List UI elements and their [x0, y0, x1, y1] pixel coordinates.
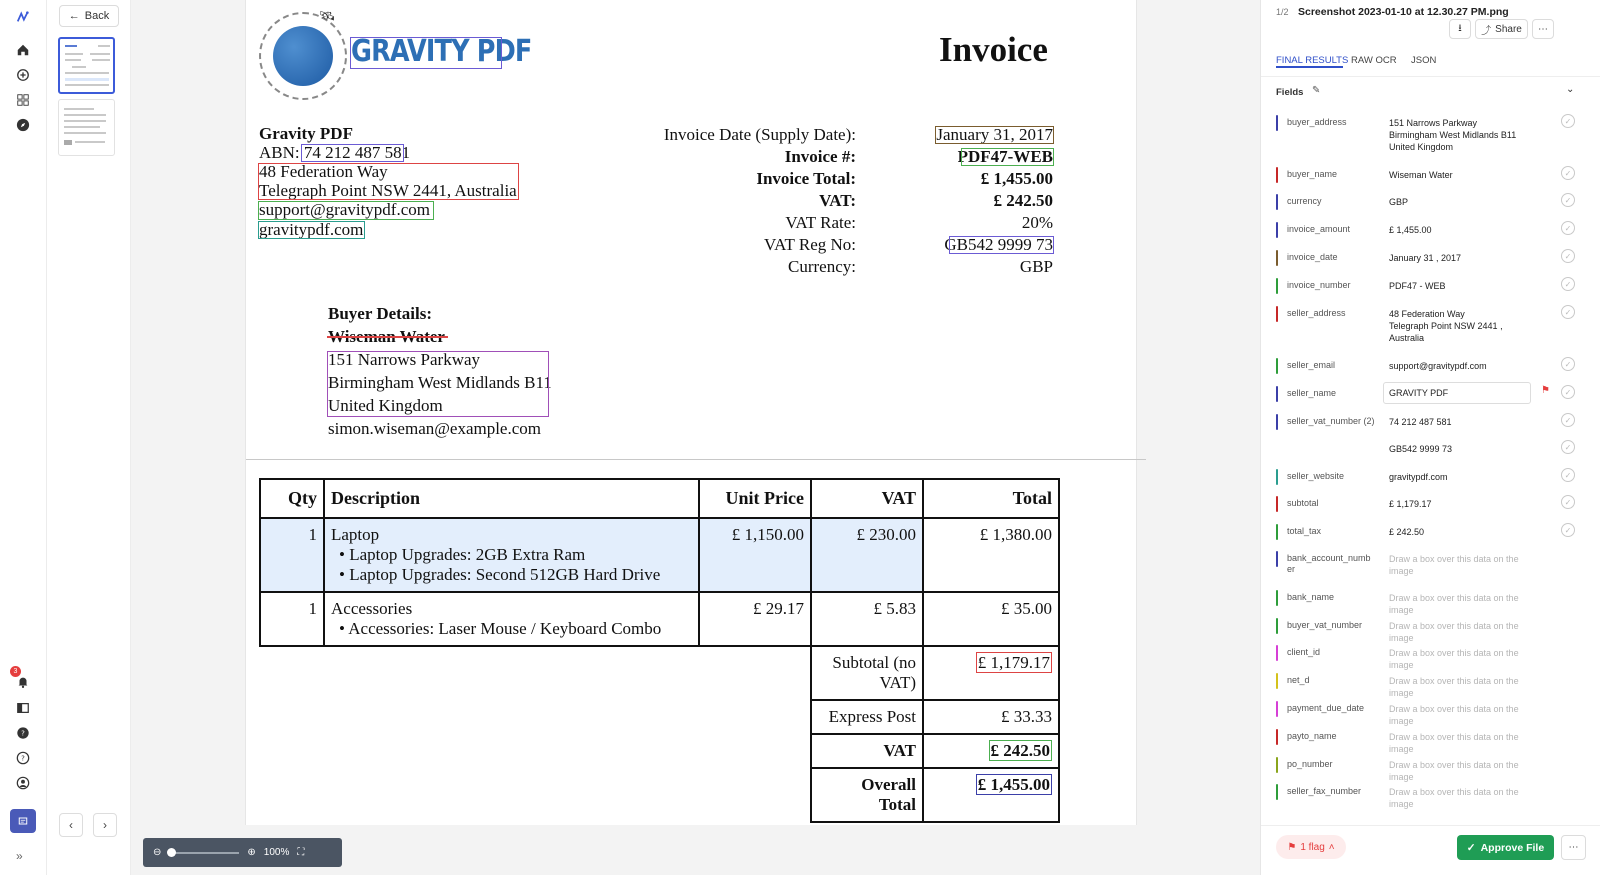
field-name: seller_email [1287, 360, 1336, 370]
field-value[interactable]: support@gravitypdf.com [1389, 361, 1487, 371]
field-color-marker [1276, 414, 1278, 430]
cell-unit-price: £ 1,150.00 [699, 518, 811, 592]
approve-file-button[interactable]: ✓ Approve File [1457, 835, 1554, 860]
approve-check-icon[interactable]: ✓ [1561, 193, 1575, 207]
field-color-marker [1276, 757, 1278, 773]
ocr-box-subtotal[interactable]: £ 1,179.17 [977, 653, 1050, 672]
meta-value-invoice-number: PDF47-WEB [957, 147, 1053, 166]
field-color-marker [1276, 551, 1278, 567]
buyer-address-line3: United Kingdom [328, 396, 443, 415]
workspace-icon[interactable] [10, 809, 36, 833]
col-vat: VAT [811, 479, 923, 518]
download-button[interactable] [1449, 19, 1471, 39]
field-value[interactable]: GB542 9999 73 [1389, 444, 1453, 454]
footer-more-button[interactable] [1561, 835, 1586, 860]
ocr-box-seller-address[interactable] [258, 163, 519, 200]
approve-check-icon[interactable]: ✓ [1561, 413, 1575, 427]
svg-text:?: ? [21, 729, 25, 738]
field-value[interactable]: Draw a box over this data on the image [1389, 676, 1519, 698]
field-color-marker [1276, 524, 1278, 540]
field-color-marker [1276, 386, 1278, 402]
seller-email: support@gravitypdf.com [259, 200, 430, 219]
field-name: seller_vat_number (2) [1287, 416, 1375, 426]
flags-toggle-button[interactable]: ⚑ 1 flag ˄ [1276, 835, 1346, 859]
approve-check-icon[interactable]: ✓ [1561, 277, 1575, 291]
apps-icon[interactable] [12, 89, 34, 111]
field-color-marker [1276, 729, 1278, 745]
field-name: payment_due_date [1287, 703, 1365, 713]
seller-address-line1: 48 Federation Way [259, 162, 388, 181]
field-value[interactable]: Draw a box over this data on the image [1389, 787, 1519, 809]
help-bubble-icon[interactable] [12, 722, 34, 744]
left-rail [0, 0, 47, 875]
book-icon[interactable] [12, 697, 34, 719]
field-name: subtotal [1287, 498, 1319, 508]
cell-unit-price: £ 29.17 [699, 592, 811, 646]
field-value[interactable]: GRAVITY PDF [1383, 382, 1531, 404]
back-button[interactable]: ← Back [59, 5, 119, 27]
share-icon: ⤴ [1481, 25, 1492, 37]
field-value[interactable]: Draw a box over this data on the image [1389, 593, 1519, 615]
meta-value-invoice-total: £ 1,455.00 [980, 169, 1053, 188]
chevron-down-icon[interactable]: ⌄ [1566, 84, 1575, 95]
approve-check-icon[interactable]: ✓ [1561, 468, 1575, 482]
approve-check-icon[interactable]: ✓ [1561, 305, 1575, 319]
approve-check-icon[interactable]: ✓ [1561, 385, 1575, 399]
flag-icon: ⚑ [1287, 841, 1297, 853]
page-thumbnail-1[interactable] [58, 37, 115, 94]
field-value[interactable]: 74 212 487 581 [1389, 417, 1452, 427]
download-icon: ⭳ [1458, 22, 1462, 34]
cell-qty: 1 [260, 592, 324, 646]
globe-logo-icon [259, 12, 347, 100]
logo-wordmark: GRAVITY PDF [351, 34, 532, 69]
field-color-marker [1276, 618, 1278, 634]
meta-label-invoice-total: Invoice Total: [756, 169, 856, 188]
ocr-box-buyer-name[interactable] [327, 336, 448, 338]
field-color-marker [1276, 496, 1278, 512]
field-name: net_d [1287, 675, 1310, 685]
svg-text:?: ? [21, 754, 25, 763]
col-qty: Qty [260, 479, 324, 518]
approve-check-icon[interactable]: ✓ [1561, 114, 1575, 128]
home-icon[interactable] [12, 39, 34, 61]
field-color-marker [1276, 278, 1278, 294]
field-name: buyer_address [1287, 117, 1347, 127]
table-header-row [260, 479, 1059, 518]
field-color-marker [1276, 306, 1278, 322]
seller-website: gravitypdf.com [259, 220, 364, 239]
field-color-marker [1276, 358, 1278, 374]
approve-check-icon[interactable]: ✓ [1561, 357, 1575, 371]
approve-check-icon[interactable]: ✓ [1561, 523, 1575, 537]
field-name: total_tax [1287, 526, 1322, 536]
buyer-address-line1: 151 Narrows Parkway [328, 350, 481, 369]
tabs-divider [1261, 76, 1600, 77]
field-name: invoice_amount [1287, 224, 1351, 234]
ocr-box-abn[interactable] [301, 144, 404, 162]
summary-row-shipping: Express Post £ 33.33 [260, 700, 1059, 734]
flag-icon[interactable]: ⚑ [1541, 385, 1550, 396]
buyer-email: simon.wiseman@example.com [328, 419, 541, 438]
chevron-right-icon: › [103, 818, 107, 832]
field-name: buyer_vat_number [1287, 620, 1363, 630]
meta-value-vat-rate: 20% [1021, 213, 1053, 232]
ocr-box-seller-email[interactable] [258, 201, 434, 220]
field-color-marker [1276, 167, 1278, 183]
field-name: bank_name [1287, 592, 1335, 602]
compass-icon[interactable] [12, 114, 34, 136]
app-logo-icon[interactable] [12, 6, 34, 28]
meta-value-currency: GBP [1019, 257, 1053, 276]
next-page-button[interactable] [93, 813, 117, 837]
field-value[interactable]: Wiseman Water [1389, 170, 1453, 180]
field-name: invoice_number [1287, 280, 1351, 290]
tab-final-results[interactable]: FINAL RESULTS [1276, 55, 1349, 66]
field-color-marker [1276, 673, 1278, 689]
add-circle-icon[interactable] [12, 64, 34, 86]
field-name: client_id [1287, 647, 1321, 657]
field-name: currency [1287, 196, 1322, 206]
page-thumbnail-2[interactable] [58, 99, 115, 156]
summary-row-overall-total: Overall Total £ 1,455.00 [260, 768, 1059, 822]
buyer-heading: Buyer Details: [328, 304, 433, 323]
cell-vat: £ 5.83 [811, 592, 923, 646]
field-value[interactable]: Draw a box over this data on the image [1389, 704, 1519, 726]
edit-pencil-icon[interactable]: ✎ [1312, 85, 1321, 96]
field-value[interactable]: Draw a box over this data on the image [1389, 554, 1519, 576]
ocr-box-total-tax[interactable]: £ 242.50 [990, 741, 1050, 760]
notification-count-badge: 3 [10, 666, 21, 677]
field-name: payto_name [1287, 731, 1337, 741]
document-canvas[interactable] [131, 0, 1260, 875]
field-color-marker [1276, 645, 1278, 661]
expand-rail-icon[interactable]: » [16, 849, 23, 863]
cell-total: £ 1,380.00 [923, 518, 1059, 592]
ellipsis-icon: ⋯ [1538, 23, 1548, 35]
page-thumbnails [47, 0, 131, 875]
more-options-button[interactable] [1532, 19, 1554, 39]
meta-label-vat-reg: VAT Reg No: [764, 235, 856, 254]
approve-check-icon[interactable]: ✓ [1561, 440, 1575, 454]
buyer-name: Wiseman Water [328, 327, 445, 346]
field-name: invoice_date [1287, 252, 1338, 262]
field-value[interactable]: £ 242.50 [1389, 527, 1425, 537]
field-color-marker [1276, 250, 1278, 266]
field-name: seller_name [1287, 388, 1337, 398]
meta-label-invoice-date: Invoice Date (Supply Date): [663, 125, 856, 144]
cell-total: £ 35.00 [923, 592, 1059, 646]
active-tab-indicator [1276, 66, 1343, 68]
field-name: po_number [1287, 759, 1333, 769]
meta-value-invoice-date: January 31, 2017 [936, 125, 1053, 144]
cell-vat: £ 230.00 [811, 518, 923, 592]
field-name: seller_website [1287, 471, 1345, 481]
approve-check-icon[interactable]: ✓ [1561, 495, 1575, 509]
approve-check-icon[interactable]: ✓ [1561, 249, 1575, 263]
field-value[interactable]: £ 1,455.00 [1389, 225, 1432, 235]
meta-label-vat-rate: VAT Rate: [785, 213, 856, 232]
buyer-address-line2: Birmingham West Midlands B11 [328, 373, 552, 392]
meta-value-vat-reg: GB542 9999 73 [944, 235, 1053, 254]
field-value[interactable]: Draw a box over this data on the image [1389, 621, 1519, 643]
file-name: Screenshot 2023-01-10 at 12.30.27 PM.png [1298, 6, 1509, 18]
field-value[interactable]: gravitypdf.com [1389, 472, 1448, 482]
field-name: seller_fax_number [1287, 786, 1362, 796]
field-color-marker [1276, 590, 1278, 606]
zoom-toolbar [143, 838, 342, 867]
ocr-box-invoice-date[interactable] [935, 126, 1054, 144]
field-name: buyer_name [1287, 169, 1338, 179]
page-divider [246, 459, 1146, 460]
ocr-box-buyer-address[interactable] [327, 351, 549, 417]
footer-divider [1261, 825, 1600, 826]
field-value[interactable]: January 31 , 2017 [1389, 253, 1462, 263]
table-row [260, 518, 1059, 592]
meta-label-invoice-number: Invoice #: [784, 147, 856, 166]
cell-description: Accessories • Accessories: Laser Mouse / Keyboard Combo [324, 592, 699, 646]
arrow-left-icon: ← [68, 10, 80, 22]
field-name: bank_account_number [1287, 553, 1371, 574]
field-color-marker [1276, 194, 1278, 210]
satellite-icon: 🛰 [319, 8, 336, 23]
ocr-box-invoice-number[interactable] [961, 148, 1054, 166]
meta-label-currency: Currency: [788, 257, 856, 276]
zoom-in-icon[interactable]: ⊕ [247, 847, 256, 858]
ocr-box-invoice-amount[interactable]: £ 1,455.00 [977, 775, 1050, 794]
ocr-box-seller-name[interactable] [350, 37, 502, 69]
invoice-title: Invoice [939, 30, 1048, 69]
cell-qty: 1 [260, 518, 324, 592]
page-counter: 1/2 [1276, 7, 1289, 17]
meta-label-vat: VAT: [819, 191, 856, 210]
approve-check-icon[interactable]: ✓ [1561, 221, 1575, 235]
field-value[interactable]: 48 Federation Way Telegraph Point NSW 2441 , Australia [1389, 309, 1503, 343]
fit-screen-icon[interactable]: ⛶ [297, 847, 305, 858]
fields-label: Fields [1276, 87, 1304, 98]
zoom-level: 100% [263, 847, 290, 858]
zoom-slider[interactable] [169, 852, 239, 854]
meta-value-vat: £ 242.50 [993, 191, 1053, 210]
cell-description: Laptop • Laptop Upgrades: 2GB Extra Ram • Laptop Upgrades: Second 512GB Hard Drive [324, 518, 699, 592]
col-description: Description [324, 479, 699, 518]
field-value[interactable]: PDF47 - WEB [1389, 281, 1446, 291]
summary-row-vat: VAT £ 242.50 [260, 734, 1059, 768]
field-color-marker [1276, 469, 1278, 485]
tab-raw-ocr[interactable]: RAW OCR [1351, 55, 1397, 66]
field-value[interactable]: GBP [1389, 197, 1409, 207]
ocr-box-vat-reg[interactable] [949, 236, 1054, 254]
line-items-table [259, 478, 1060, 823]
seller-abn: ABN: 74 212 487 581 [259, 143, 411, 162]
field-value[interactable]: Draw a box over this data on the image [1389, 732, 1519, 754]
col-total: Total [923, 479, 1059, 518]
field-value[interactable]: £ 1,179.17 [1389, 499, 1432, 509]
share-button[interactable]: ⤴ Share [1475, 19, 1528, 39]
previous-page-button[interactable] [59, 813, 83, 837]
ocr-box-seller-website[interactable] [258, 221, 365, 239]
ellipsis-icon: ⋯ [1568, 842, 1579, 853]
account-icon[interactable] [12, 772, 34, 794]
checkmark-icon: ✓ [1466, 841, 1476, 854]
invoice-document [245, 0, 1137, 825]
field-color-marker [1276, 701, 1278, 717]
summary-row-subtotal: Subtotal (no VAT) £ 1,179.17 [260, 646, 1059, 700]
field-color-marker [1276, 222, 1278, 238]
zoom-out-icon[interactable]: ⊖ [153, 847, 162, 858]
chevron-up-icon: ˄ [1328, 841, 1335, 853]
table-row [260, 592, 1059, 646]
field-value[interactable]: Draw a box over this data on the image [1389, 760, 1519, 782]
field-name: seller_address [1287, 308, 1346, 318]
field-color-marker [1276, 115, 1278, 131]
field-color-marker [1276, 784, 1278, 800]
approve-check-icon[interactable]: ✓ [1561, 166, 1575, 180]
field-value[interactable]: Draw a box over this data on the image [1389, 648, 1519, 670]
col-unit-price: Unit Price [699, 479, 811, 518]
results-panel [1260, 0, 1600, 875]
field-value[interactable]: 151 Narrows Parkway Birmingham West Midlands B11 United Kingdom [1389, 118, 1517, 152]
tab-json[interactable]: JSON [1411, 55, 1437, 66]
chevron-left-icon: ‹ [69, 818, 73, 832]
question-icon[interactable] [12, 747, 34, 769]
seller-address-line2: Telegraph Point NSW 2441, Australia [259, 181, 517, 200]
seller-name: Gravity PDF [259, 124, 353, 143]
